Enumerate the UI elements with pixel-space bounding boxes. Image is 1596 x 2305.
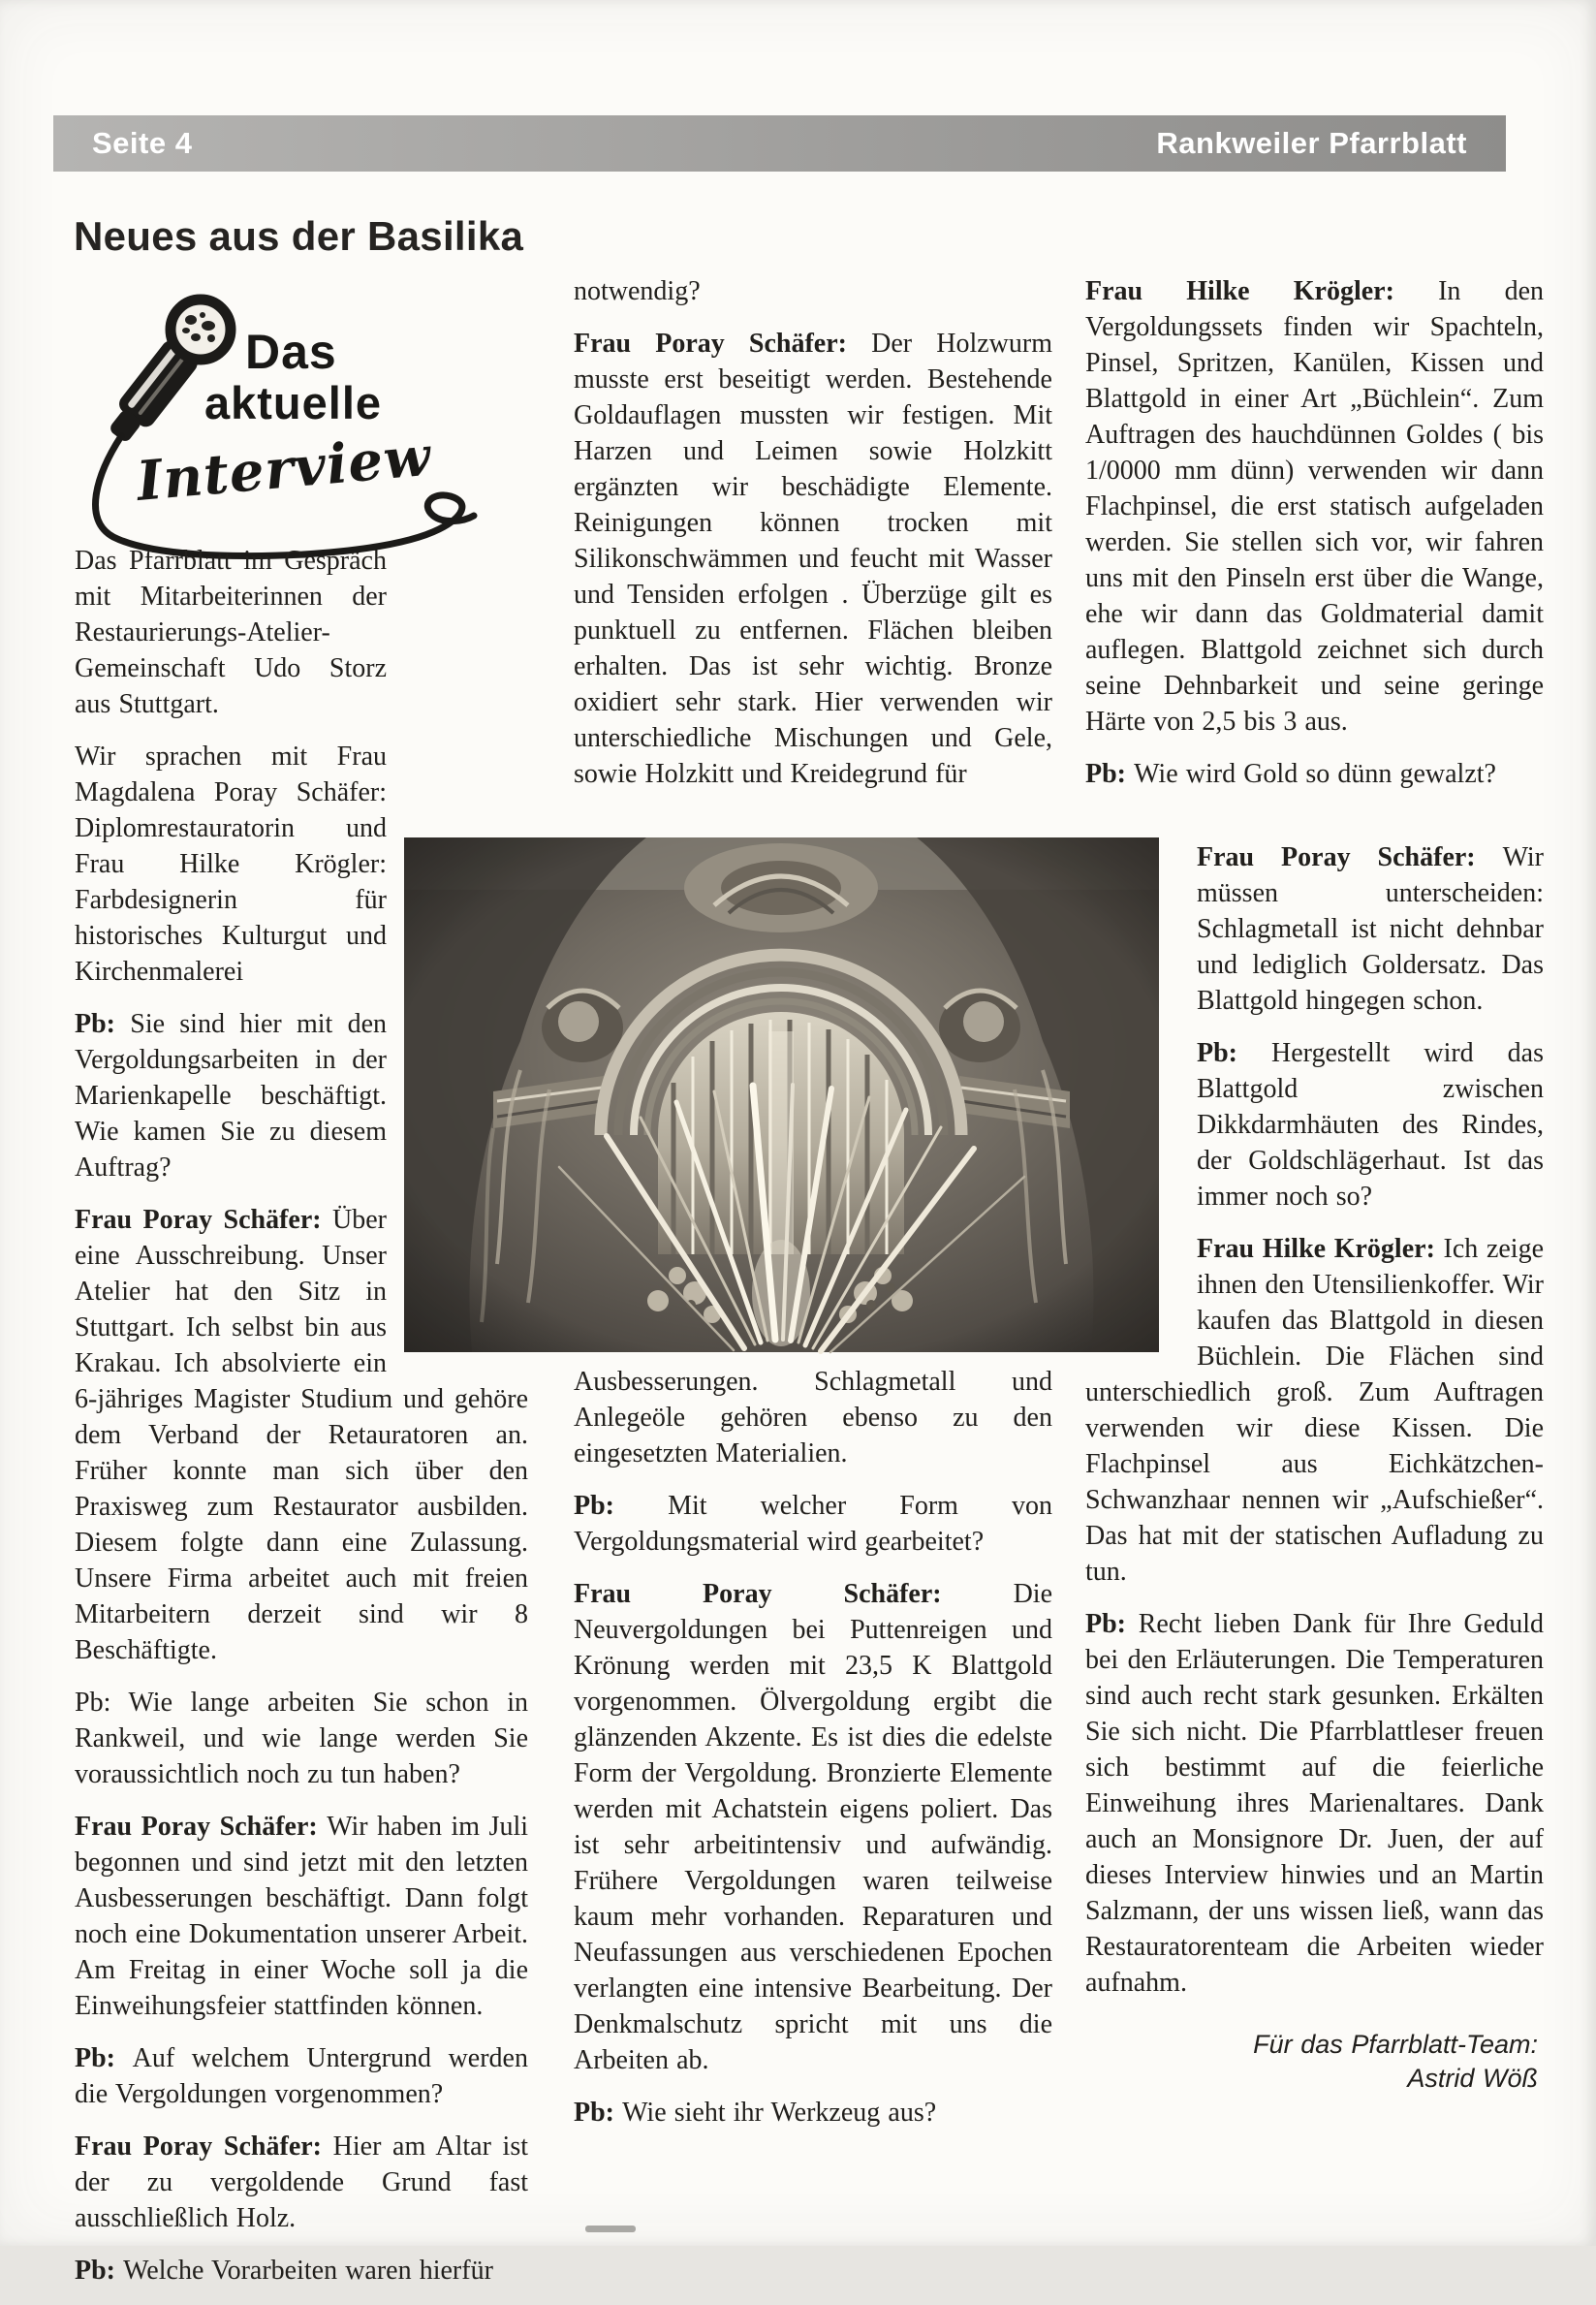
column-2-bottom: [574, 1364, 1052, 2147]
speaker-label: Pb:: [1085, 1609, 1139, 1639]
paragraph: [1085, 273, 1544, 740]
paragraph-text: Ausbesserungen. Schlagmetall und Anlegeöle gehören ebenso zu den eingesetzten Materialien.: [574, 1367, 1052, 1468]
paragraph: [574, 2095, 1052, 2131]
speaker-label: Frau Poray Schäfer:: [574, 329, 872, 359]
article-title: Neues aus der Basilika: [74, 213, 524, 259]
paragraph-text: Auf welchem Untergrund werden die Vergoldungen vorgenommen?: [75, 2043, 528, 2109]
paragraph-text: Wir haben im Juli begonnen und sind jetzt mit den letzten Ausbesserungen beschäftigt. Dann folgt noch eine Dokumentation unserer Arbeit. Am Freitag in einer Woche soll ja die Einweihungsfeier stattfinden können.: [75, 1812, 528, 2021]
paragraph: [574, 1576, 1052, 2078]
speaker-label: Pb:: [1085, 759, 1135, 789]
paragraph-text: Wir müssen unterscheiden: Schlagmetall ist nicht dehnbar und lediglich Goldersatz. Das Blattgold hingegen schon.: [1197, 842, 1544, 1016]
paragraph: [75, 1809, 528, 2024]
altar-photo: [404, 837, 1159, 1352]
speaker-label: Pb:: [75, 2043, 133, 2073]
gilded-altar-image: [404, 837, 1159, 1352]
paragraph: [1085, 756, 1544, 792]
speaker-label: Frau Poray Schäfer:: [574, 1579, 1014, 1609]
speaker-label: Pb:: [574, 1491, 669, 1521]
speaker-label: Frau Poray Schäfer:: [75, 2131, 333, 2162]
signature-line-1: Für das Pfarrblatt-Team:: [1253, 2030, 1538, 2059]
page-number-label: Seite 4: [92, 126, 193, 160]
paragraph-text: Über eine Ausschreibung. Unser Atelier hat den Sitz in Stuttgart. Ich selbst bin aus Krakau. Ich absolvierte ein 6-jähriges Magister Studium und gehöre dem Verband der Retauratoren an. Früher konnte man sich über den Praxisweg zum Restaurator ausbilden. Diesem folgte dann eine Zulassung. Unsere Firma arbeitet auch mit freien Mitarbeitern derzeit sind wir 8 Beschäftigte.: [75, 1205, 528, 1665]
paragraph-text: Ich zeige ihnen den Utensilienkoffer. Wir kaufen das Blattgold in diesen Büchlein. Die Flächen sind unterschiedlich groß. Zum Auftragen verwenden wir diese Kissen. Die Flachpinsel aus Eichkätzchen-Schwanzhaar nennen wir „Aufschießer“. Das hat mit der statischen Aufladung zu tun.: [1085, 1234, 1545, 1587]
paragraph-text: Mit welcher Form von Vergoldungsmaterial wird gearbeitet?: [574, 1491, 1052, 1557]
paragraph: [75, 2129, 528, 2236]
masthead-label: Rankweiler Pfarrblatt: [1156, 126, 1467, 160]
photo-gap-float: [1085, 839, 1181, 1347]
logo-word-aktuelle: aktuelle: [204, 377, 383, 428]
paragraph-text: Wie wird Gold so dünn gewalzt?: [1134, 759, 1496, 789]
paragraph: [574, 1488, 1052, 1560]
paragraph-text: Der Holzwurm musste erst beseitigt werden. Bestehende Goldauflagen mussten wir festigen. Mit Harzen und Leimen sowie Holzkitt ergänzten wir beschädigte Elemente. Reinigungen können trocken mit Silikonschwämmen und feucht mit Wasser und Tensiden erfolgen . Überzüge gilt es punktuell zu entfernen. Flächen bleiben erhalten. Das ist sehr wichtig. Bronze oxidiert sehr stark. Hier verwenden wir unterschiedliche Mischungen und Gele, sowie Holzkitt und Kreidegrund für: [574, 329, 1052, 789]
paragraph-text: Die Neuvergoldungen bei Puttenreigen und Krönung werden mit 23,5 K Blattgold vorgenommen. Ölvergoldung ergibt die glänzenden Akzente. Es ist dies die edelste Form der Vergoldung. Bronzierte Elemente werden mit Achatstein eigens poliert. Das ist sehr arbeitintensiv und aufwändig. Frühere Vergoldungen waren teilweise kaum mehr vorhanden. Reparaturen und Neufassungen aus verschiedenen Epochen verlangten eine intensive Bearbeitung. Der Denkmalschutz spricht mit uns die Arbeiten ab.: [574, 1579, 1052, 2075]
paragraph-text: Recht lieben Dank für Ihre Geduld bei den Erläuterungen. Die Temperaturen sind auch recht stark gesunken. Erkälten Sie sich nicht. Die Pfarrblattleser freuen sich bestimmt auf die feierliche Einweihung ihres Marienaltares. Dank auch an Monsignore Dr. Juen, der auf dieses Interview hinwies und an Martin Salzmann, der uns wissen ließ, wann das Restauratorenteam die Arbeiten wieder aufnahm.: [1085, 1609, 1544, 1998]
column-3-bottom: [1085, 839, 1544, 2096]
paragraph-text: Welche Vorarbeiten waren hierfür: [123, 2256, 493, 2286]
speaker-label: Pb:: [75, 2256, 124, 2286]
paragraph-text: Sie sind hier mit den Vergoldungsarbeiten in der Marienkapelle beschäftigt. Wie kamen Sie zu diesem Auftrag?: [75, 1009, 387, 1183]
paragraph-text: Pb: Wie lange arbeiten Sie schon in Rankweil, und wie lange werden Sie voraussichtlich noch zu tun haben?: [75, 1688, 528, 1789]
paragraph-text: Wir sprachen mit Frau Magdalena Poray Schäfer: Diplomrestauratorin und Frau Hilke Krögler: Farbdesignerin für historisches Kulturgut und Kirchenmalerei: [75, 742, 387, 987]
interview-logo: [82, 283, 518, 564]
paragraph-text: notwendig?: [574, 276, 701, 306]
paragraph-text: In den Vergoldungssets finden wir Spachteln, Pinsel, Spritzen, Kanülen, Kissen und Blattgold in einer Art „Büchlein“. Zum Auftragen des hauchdünnen Goldes ( bis 1/0000 mm dünn) verwenden wir dann Flachpinsel, die erst statisch aufgeladen werden. Sie stellen sich vor, wir fahren uns mit den Pinseln erst über die Wange, ehe wir dann das Goldmaterial damit auflegen. Blattgold zeichnet sich durch seine Dehnbarkeit und seine geringe Härte von 2,5 bis 3 aus.: [1085, 276, 1545, 737]
paragraph: [574, 1364, 1052, 1471]
speaker-label: Pb:: [75, 1009, 131, 1039]
speaker-label: Frau Hilke Krögler:: [1197, 1234, 1444, 1264]
paragraph: [75, 2253, 528, 2289]
logo-word-interview: Interview: [134, 424, 434, 514]
speaker-label: Frau Poray Schäfer:: [1197, 842, 1503, 872]
column-2-top: [574, 273, 1052, 808]
paragraph-text: Hergestellt wird das Blattgold zwischen Dikkdarmhäuten des Rindes, der Goldschlägerhaut. Ist das immer noch so?: [1197, 1038, 1545, 1212]
paragraph-text: Das Pfarrblatt im Gespräch mit Mitarbeiterinnen der Restaurierungs-Atelier-Gemeinschaft Udo Storz aus Stuttgart.: [75, 546, 387, 719]
speaker-label: Frau Poray Schäfer:: [75, 1812, 328, 1842]
speaker-label: Pb:: [574, 2098, 623, 2128]
page-header: [53, 115, 1506, 172]
signature-line-2: Astrid Wöß: [1407, 2064, 1538, 2093]
column-3-top: [1085, 273, 1544, 808]
paragraph: [75, 2040, 528, 2112]
column-1: [75, 543, 528, 2305]
paragraph: [75, 1685, 528, 1792]
microphone-icon: [82, 283, 518, 564]
paragraph-text: Hier am Altar ist der zu vergoldende Grund fast ausschließlich Holz.: [75, 2131, 528, 2233]
speaker-label: Frau Poray Schäfer:: [75, 1205, 333, 1235]
paragraph: [1085, 1606, 1544, 2001]
paragraph: [574, 326, 1052, 792]
signature: [1085, 2028, 1544, 2096]
scan-artifact: [585, 2226, 636, 2232]
speaker-label: Frau Hilke Krögler:: [1085, 276, 1439, 306]
paragraph-text: Wie sieht ihr Werkzeug aus?: [622, 2098, 937, 2128]
logo-word-das: Das: [245, 325, 337, 379]
speaker-label: Pb:: [1197, 1038, 1272, 1068]
paragraph: [574, 273, 1052, 309]
paragraph: [75, 543, 528, 722]
